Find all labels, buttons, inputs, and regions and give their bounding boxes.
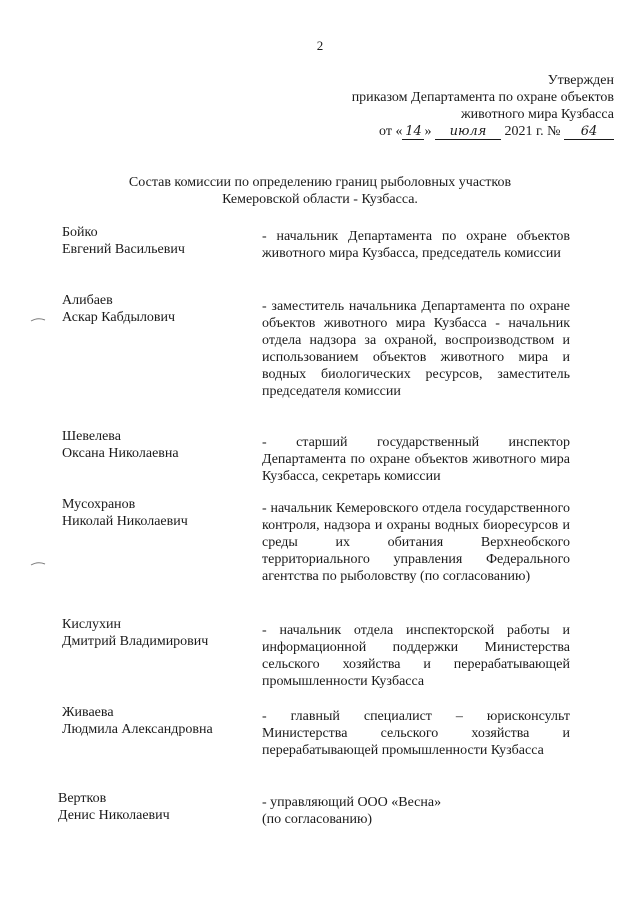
member-surname: Живаева: [62, 705, 114, 720]
member-surname: Вертков: [58, 791, 107, 806]
page-number: 2: [316, 38, 324, 53]
member-name: [62, 496, 262, 530]
date-mid: »: [424, 124, 435, 139]
handwritten-order-number: 64: [564, 125, 614, 140]
document-title: [100, 174, 540, 208]
member-given-name: Денис Николаевич: [58, 808, 170, 823]
member-surname: Шевелева: [62, 429, 121, 444]
year-text: 2021 г. №: [500, 124, 561, 139]
handwritten-month: июля: [435, 125, 501, 140]
member-surname: Мусохранов: [62, 497, 136, 512]
margin-scan-mark: [30, 316, 46, 324]
handwritten-day: 14: [402, 125, 424, 140]
approval-line-1: Утвержден: [547, 73, 614, 88]
member-role-line-1: - управляющий ООО «Весна»: [262, 795, 442, 810]
member-surname: Бойко: [62, 225, 98, 240]
member-name: [62, 224, 262, 258]
member-role: - начальник Кемеровского отдела государственного контроля, надзора и охраны водных биоресурсов и среды их обитания Верхнеобского территориального управления Федерального агентства по рыболовству (по согласованию): [262, 501, 570, 584]
member-name: [62, 292, 262, 326]
member-role: [262, 794, 570, 828]
member-name: [62, 704, 262, 738]
margin-scan-mark: [30, 560, 46, 568]
member-given-name: Николай Николаевич: [62, 514, 188, 529]
member-name: [62, 428, 262, 462]
approval-line-2: приказом Департамента по охране объектов: [351, 90, 614, 105]
member-surname: Кислухин: [62, 617, 122, 632]
member-surname: Алибаев: [62, 293, 113, 308]
date-prefix: от «: [379, 124, 403, 139]
member-role: - начальник Департамента по охране объектов животного мира Кузбасса, председатель комиссии: [262, 229, 570, 261]
approval-block: [294, 72, 614, 140]
member-role: - заместитель начальника Департамента по охране объектов животного мира Кузбасса - начальник отдела надзора за охраной, воспроизводством и использованием объектов животного мира и водных биологических ресурсов, заместитель председателя комиссии: [262, 299, 570, 399]
member-role: - главный специалист – юрисконсульт Министерства сельского хозяйства и перерабатывающей промышленности Кузбасса: [262, 709, 570, 758]
member-given-name: Людмила Александровна: [62, 722, 213, 737]
member-given-name: Оксана Николаевна: [62, 446, 179, 461]
member-given-name: Аскар Кабдылович: [62, 310, 176, 325]
member-given-name: Евгений Васильевич: [62, 242, 185, 257]
member-role: - начальник отдела инспекторской работы и информационной поддержки Министерства сельского хозяйства и перерабатывающей промышленности Кузбасса: [262, 623, 570, 689]
member-name: [62, 616, 262, 650]
member-role-line-2: (по согласованию): [262, 812, 373, 827]
member-name: [58, 790, 258, 824]
approval-date-line: [294, 123, 614, 140]
member-role: - старший государственный инспектор Департамента по охране объектов животного мира Кузбасса, секретарь комиссии: [262, 435, 570, 484]
member-given-name: Дмитрий Владимирович: [62, 634, 209, 649]
title-line-2: Кемеровской области - Кузбасса.: [222, 192, 418, 207]
title-line-1: Состав комиссии по определению границ рыболовных участков: [128, 175, 512, 190]
approval-line-3: животного мира Кузбасса: [460, 107, 614, 122]
